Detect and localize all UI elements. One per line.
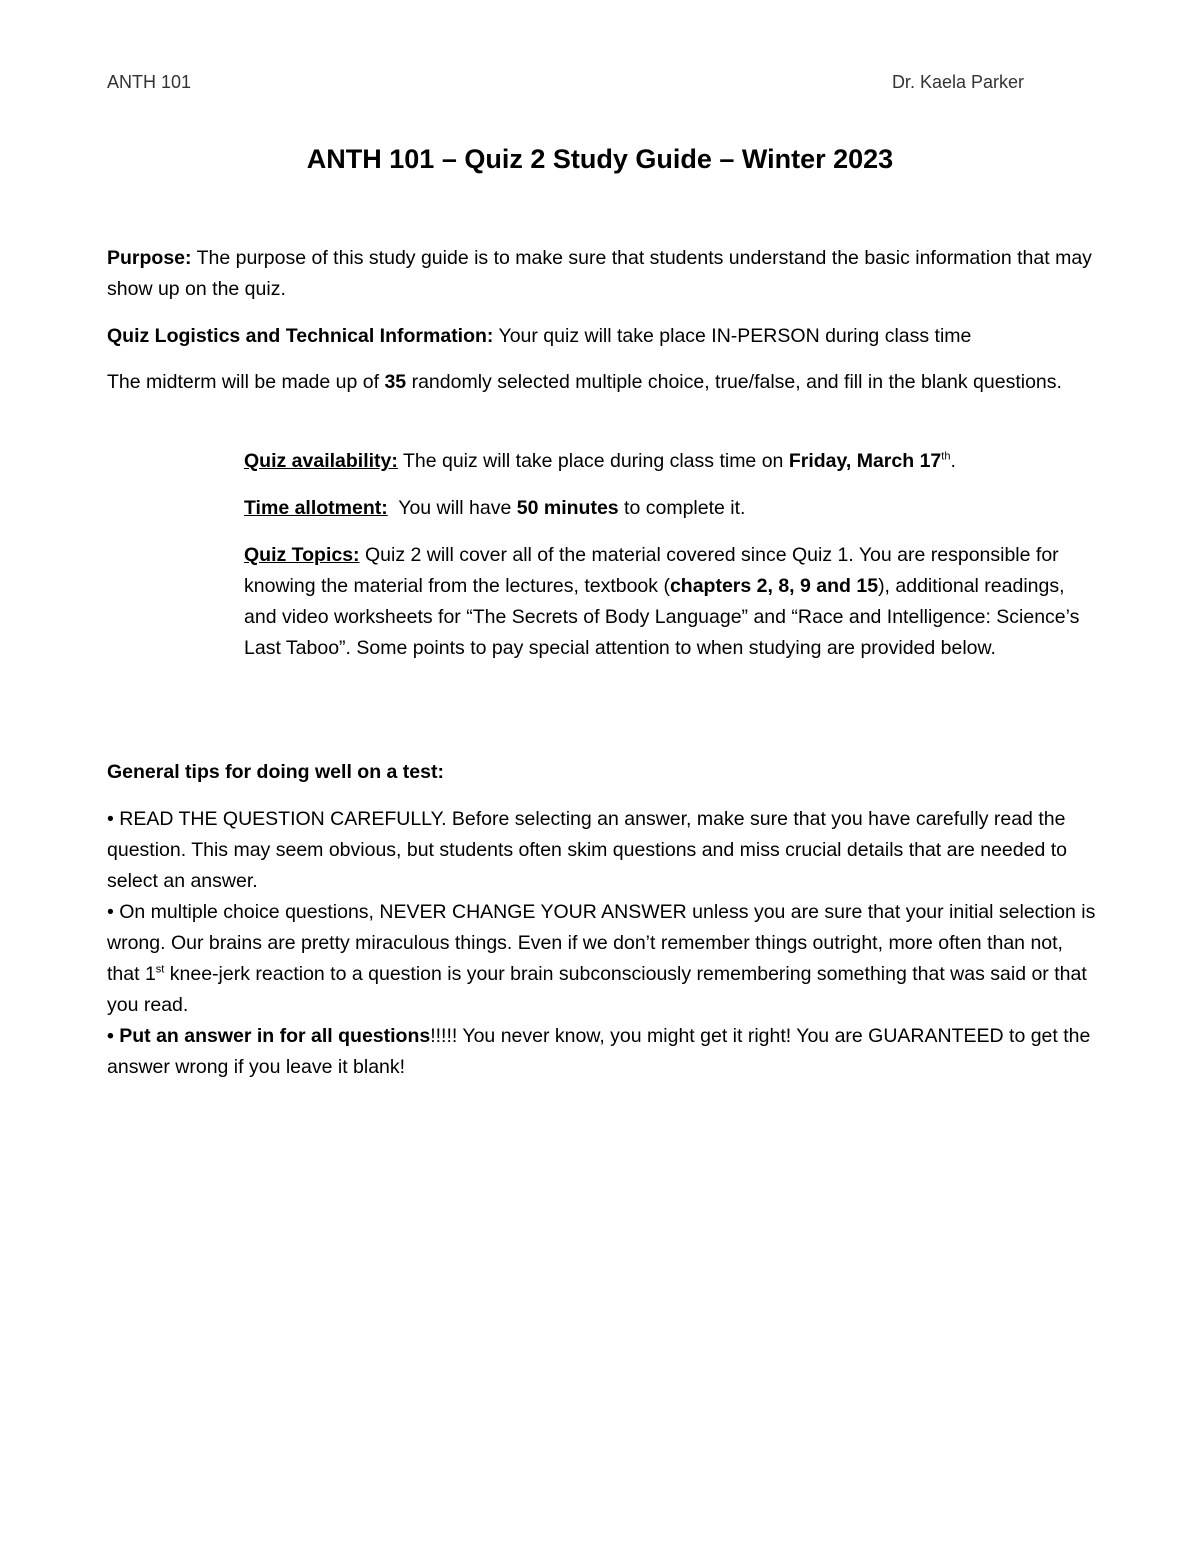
topics-chapters: chapters 2, 8, 9 and 15 (669, 575, 879, 597)
midterm-pre: The midterm will be made up of (107, 371, 385, 393)
tips-heading-text: General tips for doing well on a test: (107, 761, 444, 783)
tip-2-sup: st (155, 963, 165, 976)
bullet-icon: • (107, 808, 114, 830)
tips-list (107, 804, 1097, 1083)
availability-date: Friday, March 17 (788, 450, 942, 472)
availability-pre: The quiz will take place during class time on (397, 450, 789, 472)
midterm-post: randomly selected multiple choice, true/false, and fill in the blank questions. (406, 371, 1062, 393)
tip-1-text: READ THE QUESTION CAREFULLY. Before selecting an answer, make sure that you have carefully read the question. This may seem obvious, but students often skim questions and miss crucial details that are needed to select an answer. (107, 808, 1067, 892)
tip-3-bold: Put an answer in for all questions (113, 1025, 431, 1047)
tip-item-2 (107, 897, 1097, 1021)
time-label: Time allotment: (244, 497, 388, 519)
availability-label: Quiz availability: (244, 450, 398, 472)
availability-paragraph (244, 446, 1094, 477)
topics-paragraph (244, 540, 1094, 664)
logistics-text: Your quiz will take place IN-PERSON during class time (493, 325, 972, 347)
purpose-text: The purpose of this study guide is to make sure that students understand the basic information that may show up on the quiz. (107, 247, 1092, 300)
purpose-label: Purpose: (107, 247, 192, 269)
bullet-icon: • (107, 901, 114, 923)
topics-post: ), additional readings, and video worksheets for “The Secrets of Body Language” and “Race and Intelligence: Science’s Last Taboo”. Some points to pay special attention to when studying are provided below. (244, 575, 1080, 659)
header-course: ANTH 101 (107, 72, 192, 92)
logistics-paragraph (107, 321, 1097, 352)
midterm-count: 35 (384, 371, 407, 393)
tip-2-pre: On multiple choice questions, NEVER CHANGE YOUR ANSWER unless you are sure that your initial selection is wrong. Our brains are pretty miraculous things. Even if we don’t remember things outright, more often than not, that 1 (107, 901, 1096, 985)
topics-pre: Quiz 2 will cover all of the material covered since Quiz 1. You are responsible for knowing the material from the lectures, textbook ( (244, 544, 1059, 597)
tip-2-post: knee-jerk reaction to a question is your brain subconsciously remembering something that was said or that you read. (107, 963, 1087, 1016)
logistics-label: Quiz Logistics and Technical Information: (107, 325, 494, 347)
time-pre: You will have (387, 497, 517, 519)
availability-date-sup: th (941, 450, 951, 463)
tips-heading (107, 757, 1097, 788)
time-minutes: 50 minutes (516, 497, 619, 519)
header-instructor: Dr. Kaela Parker (891, 72, 1024, 92)
bullet-icon: • (107, 1025, 114, 1047)
topics-label: Quiz Topics: (244, 544, 360, 566)
time-post: to complete it. (618, 497, 746, 519)
tip-item-3 (107, 1021, 1097, 1083)
time-paragraph (244, 493, 1094, 524)
purpose-paragraph (107, 243, 1097, 305)
tip-3-post: !!!!! You never know, you might get it right! You are GUARANTEED to get the answer wrong if you leave it blank! (107, 1025, 1091, 1078)
midterm-paragraph (107, 367, 1097, 398)
availability-post: . (950, 450, 956, 472)
tip-item-1 (107, 804, 1097, 897)
page-title: ANTH 101 – Quiz 2 Study Guide – Winter 2023 (306, 144, 894, 174)
